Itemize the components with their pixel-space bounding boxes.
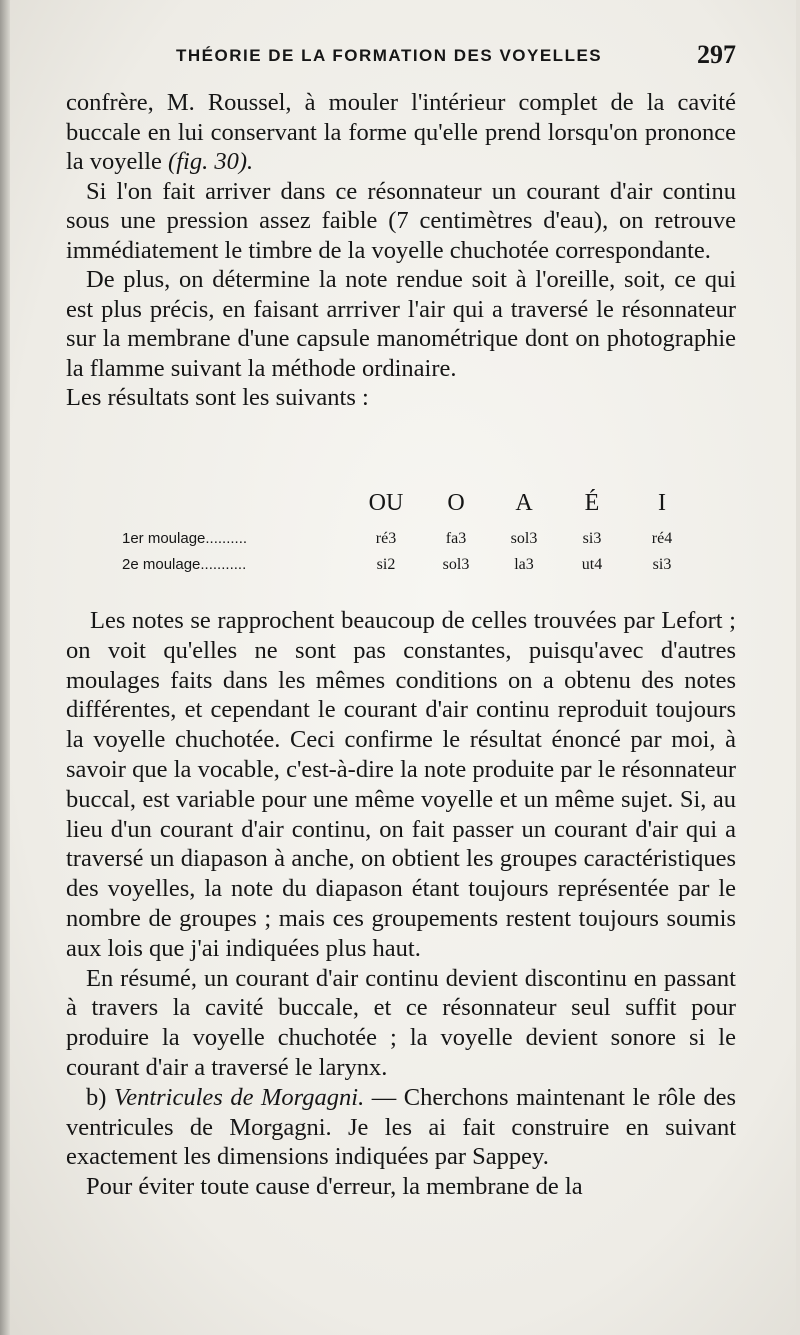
paragraph-5: Les notes se rapprochent beaucoup de celles trouvées par Lefort ; on voit qu'elles ne sont pas constantes, puisqu'avec d'autres moulages faits dans les mêmes conditions on a obtenu des notes différentes, et cependant le courant d'air continu reproduit toujours la voyelle chuchotée. Ceci confirme le résultat énoncé par moi, à savoir que la vocable, c'est-à-dire la note produite par le résonnateur buccal, est variable pour une même voyelle et un même sujet. Si, au lieu d'un courant d'air continu, on fait passer un courant d'air qui a traversé un diapason à anche, on obtient les groupes caractéristiques des voyelles, la note du diapason étant toujours représentée par le nombre de groupes ; mais ces groupements restent toujours soumis aux lois que j'ai indiquées plus haut. bbox=[66, 607, 736, 962]
note-cell: sol3 bbox=[510, 530, 538, 547]
paragraph-6: En résumé, un courant d'air continu devient discontinu en passant à travers la cavité buccale, et ce résonnateur seul suffit pour produire la voyelle chuchotée ; la voyelle devient sonore si le courant d'air a traversé le larynx. bbox=[66, 964, 736, 1081]
note-cell: ré3 bbox=[375, 530, 397, 547]
paragraph-4: Les résultats sont les suivants : bbox=[66, 384, 369, 411]
paragraph-7 bbox=[66, 1083, 736, 1172]
figure-reference: (fig. 30). bbox=[168, 148, 254, 175]
note-cell: sol3 bbox=[442, 556, 470, 573]
page-number: 297 bbox=[697, 40, 736, 69]
paragraph-8: Pour éviter toute cause d'erreur, la membrane de la bbox=[86, 1173, 583, 1201]
section-marker: b) bbox=[86, 1083, 114, 1111]
vowel-header: OU bbox=[368, 490, 404, 516]
note-cell: si2 bbox=[376, 556, 396, 573]
paragraph-1 bbox=[66, 88, 736, 177]
note-cell: fa3 bbox=[445, 530, 467, 547]
paragraph-1-text: confrère, M. Roussel, à mouler l'intérieur complet de la cavité buccale en lui conservant la forme qu'elle prend lorsqu'on prononce la voyelle bbox=[66, 89, 736, 175]
top-text-block bbox=[66, 88, 736, 413]
row-label: 2e moulage........... bbox=[122, 556, 247, 573]
table-header-row bbox=[122, 490, 682, 530]
note-cell: ut4 bbox=[581, 556, 603, 573]
row-label: 1er moulage.......... bbox=[122, 530, 248, 547]
note-cell: si3 bbox=[652, 556, 672, 573]
paragraph-3: De plus, on détermine la note rendue soit à l'oreille, soit, ce qui est plus précis, en faisant arrriver l'air qui a traversé le résonnateur sur la membrane d'une capsule manométrique dont on photographie la flamme suivant la méthode ordinaire. bbox=[66, 266, 736, 382]
section-title: Ventricules de Morgagni. bbox=[113, 1083, 365, 1111]
table-row bbox=[122, 556, 682, 582]
running-title: THÉORIE DE LA FORMATION DES VOYELLES bbox=[176, 46, 603, 65]
vowel-header: A bbox=[515, 490, 533, 516]
vowel-header: É bbox=[584, 490, 600, 516]
paragraph-2: Si l'on fait arriver dans ce résonnateur un courant d'air continu sous une pression assez faible (7 centimètres d'eau), on retrouve immédiatement le timbre de la voyelle chuchotée correspondante. bbox=[66, 177, 736, 264]
page-header bbox=[0, 40, 800, 76]
results-table bbox=[122, 490, 682, 582]
table-row bbox=[122, 530, 682, 556]
vowel-header: O bbox=[447, 490, 465, 516]
note-cell: ré4 bbox=[651, 530, 673, 547]
note-cell: si3 bbox=[582, 530, 602, 547]
page-edge-shadow bbox=[0, 0, 10, 1335]
vowel-header: I bbox=[658, 490, 666, 516]
bottom-text-block bbox=[66, 606, 736, 1202]
note-cell: la3 bbox=[514, 556, 534, 573]
page-edge-right bbox=[796, 0, 800, 1335]
paragraph-7-text: — Cherchons maintenant le rôle des ventricules de Morgagni. Je les ai fait construire en suivant exactement les dimensions indiquées par Sappey. bbox=[66, 1083, 736, 1171]
